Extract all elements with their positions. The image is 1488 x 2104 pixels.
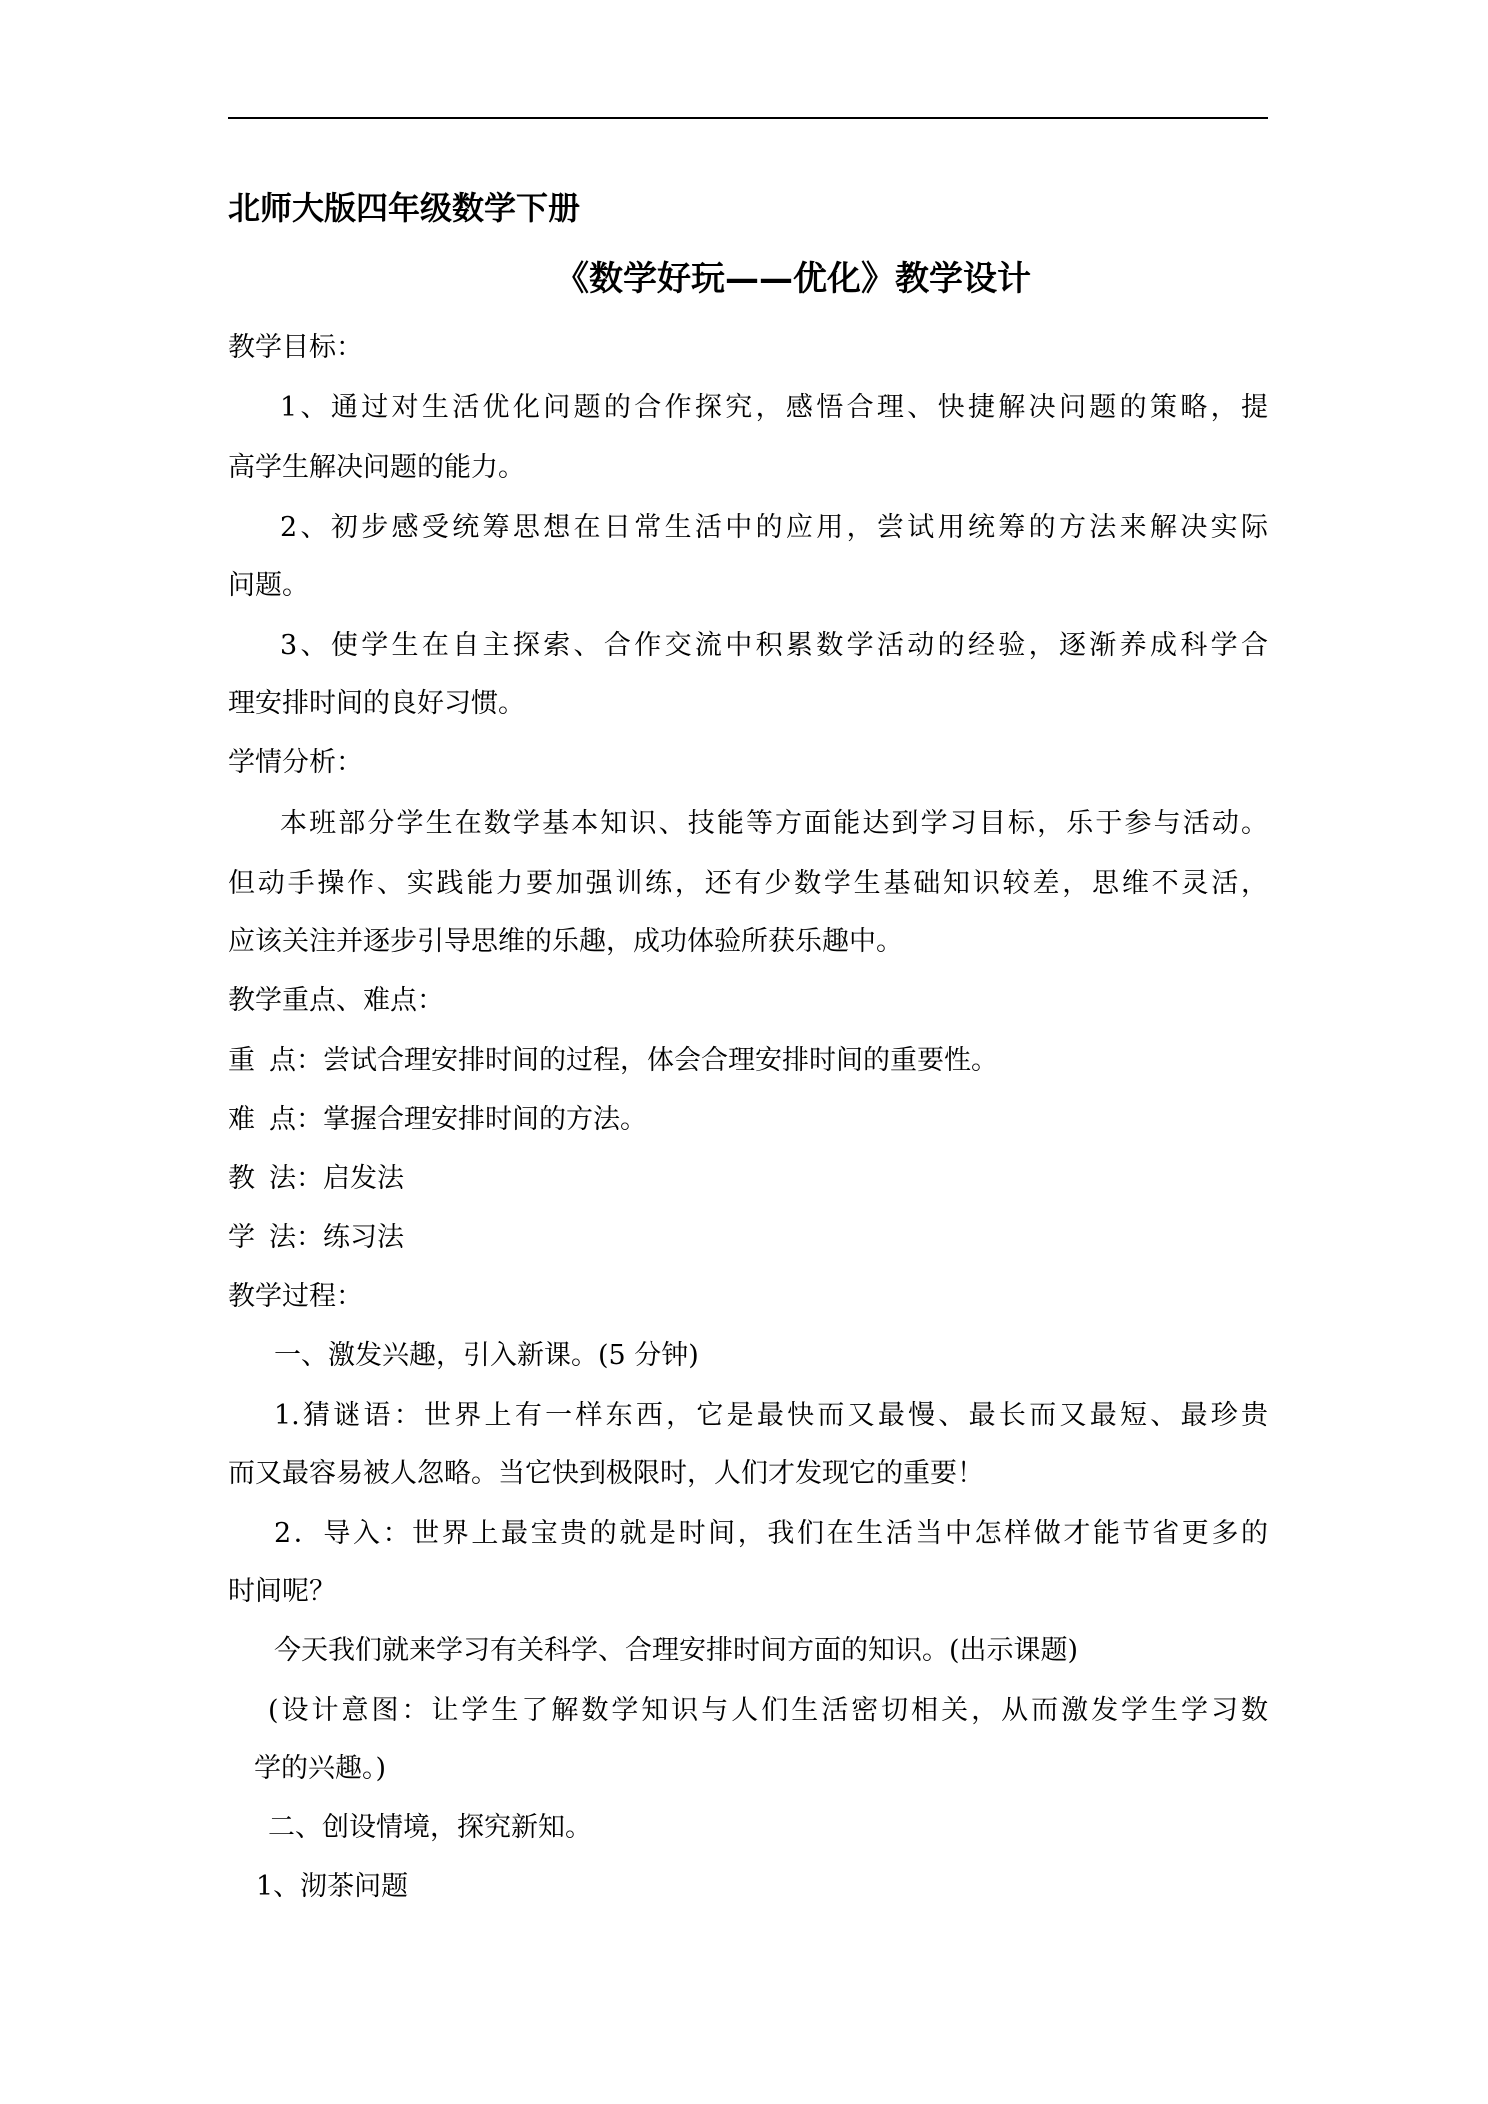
riddle-line-2: 而又最容易被人忽略。当它快到极限时，人们才发现它的重要！ [228,1458,984,1489]
analysis-line-1: 本班部分学生在数学基本知识、技能等方面能达到学习目标，乐于参与活动。 [280,808,1268,839]
focus-term: 重点 [228,1045,296,1076]
doc-title: 《数学好玩——优化》教学设计 [555,259,1031,299]
design-intent-line-2: 学的兴趣。) [254,1753,387,1784]
riddle-line-1: 1.猜谜语：世界上有一样东西，它是最快而又最慢、最长而又最短、最珍贵 [274,1400,1268,1431]
teach-method-text: ：启发法 [296,1163,404,1194]
difficulty-row [228,1102,647,1138]
goals-heading: 教学目标： [228,332,363,363]
analysis-line-2: 但动手操作、实践能力要加强训练，还有少数学生基础知识较差，思维不灵活， [228,868,1268,899]
difficulty-text: ：掌握合理安排时间的方法。 [296,1104,647,1135]
focus-text: ：尝试合理安排时间的过程，体会合理安排时间的重要性。 [296,1045,998,1076]
difficulty-term: 难点 [228,1104,296,1135]
analysis-heading: 学情分析： [228,747,363,778]
goal-1-line-1: 1、通过对生活优化问题的合作探究，感悟合理、快捷解决问题的策略，提 [280,392,1268,423]
learn-method-row [228,1220,404,1256]
tea-problem-heading: 1、沏茶问题 [256,1871,409,1902]
today-line: 今天我们就来学习有关科学、合理安排时间方面的知识。(出示课题) [274,1635,1079,1666]
learn-method-text: ：练习法 [296,1222,404,1253]
goal-3-line-1: 3、使学生在自主探索、合作交流中积累数学活动的经验，逐渐养成科学合 [280,630,1268,661]
teach-method-row [228,1161,404,1197]
goal-1-line-2: 高学生解决问题的能力。 [228,452,525,483]
intro-line-1: 2．导入：世界上最宝贵的就是时间，我们在生活当中怎样做才能节省更多的 [274,1518,1268,1549]
header-rule [228,117,1268,119]
process-heading: 教学过程： [228,1281,363,1312]
keypoints-heading: 教学重点、难点： [228,985,444,1016]
analysis-line-3: 应该关注并逐步引导思维的乐趣，成功体验所获乐趣中。 [228,926,903,957]
teach-method-term: 教法 [228,1163,296,1194]
goal-2-line-2: 问题。 [228,570,309,601]
doc-subtitle: 北师大版四年级数学下册 [228,189,581,227]
section-1-heading: 一、激发兴趣，引入新课。(5 分钟) [274,1340,699,1371]
section-2-heading: 二、创设情境，探究新知。 [268,1812,592,1843]
intro-line-2: 时间呢？ [228,1576,336,1607]
goal-2-line-1: 2、初步感受统筹思想在日常生活中的应用，尝试用统筹的方法来解决实际 [280,512,1268,543]
design-intent-line-1: (设计意图：让学生了解数学知识与人们生活密切相关，从而激发学生学习数 [268,1695,1268,1726]
goal-3-line-2: 理安排时间的良好习惯。 [228,688,525,719]
focus-row [228,1043,998,1079]
learn-method-term: 学法 [228,1222,296,1253]
